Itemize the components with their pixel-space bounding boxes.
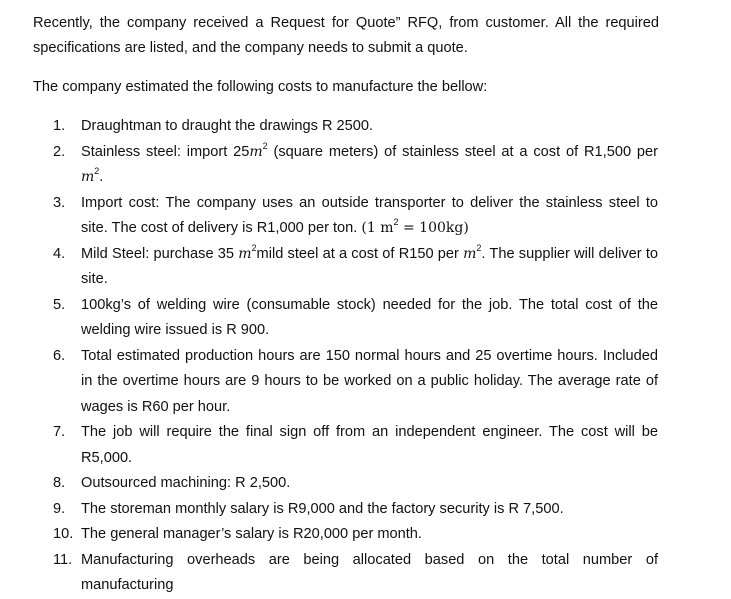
list-item [0, 242, 658, 293]
list-item [0, 548, 658, 599]
superscript: 2 [94, 166, 100, 177]
list-number: 8. [53, 475, 66, 491]
list-item [0, 191, 658, 242]
list-text: 100kg’s of welding wire (consumable stock) needed for the job. The total cost of the welding wire issued is R 900. [81, 296, 658, 338]
math-formula: (1 m [361, 220, 394, 236]
math-formula: = 100kg) [398, 220, 469, 236]
superscript: 2 [262, 140, 268, 151]
list-number: 6. [53, 347, 66, 364]
list-number: 2. [53, 143, 66, 160]
superscript: 2 [251, 242, 257, 253]
list-number: 5. [53, 296, 66, 313]
math-symbol: m [238, 245, 252, 262]
list-item [0, 114, 658, 140]
list-number: 3. [53, 194, 66, 211]
list-text: . The supplier will deliver to site. [81, 245, 659, 287]
list-item [0, 471, 658, 497]
list-text: Manufacturing overheads are being allocated based on the total number of manufacturing [81, 551, 658, 593]
list-item [0, 522, 658, 548]
list-text: The storeman monthly salary is R9,000 and the factory security is R 7,500. [81, 500, 564, 517]
list-text: (square meters) of stainless steel at a cost of R1,500 per [267, 143, 658, 160]
superscript: 2 [476, 242, 482, 253]
list-text: Import cost: The company uses an outside transporter to deliver the stainless steel to site. The cost of delivery is R1,000 per ton. [81, 194, 658, 236]
list-text: Outsourced machining: R 2,500. [81, 475, 291, 491]
list-text: The general manager’s salary is R20,000 per month. [81, 526, 422, 542]
cost-list [0, 114, 731, 599]
list-number: 10. [53, 526, 74, 542]
list-text: . [99, 169, 104, 185]
list-number: 9. [53, 500, 66, 517]
list-text: mild steel at a cost of R150 per [256, 245, 464, 262]
list-text: Draughtman to draught the drawings R 2500. [81, 118, 374, 134]
list-text: The job will require the final sign off from an independent engineer. The cost will be R5,000. [81, 424, 658, 466]
list-item [0, 420, 658, 471]
math-symbol: m [463, 245, 477, 262]
intro-paragraph: Recently, the company received a Request for Quote” RFQ, from customer. All the required specifications are listed, and the company needs to submit a quote. [33, 15, 659, 56]
list-item [0, 140, 658, 191]
intro-lead-paragraph: The company estimated the following costs to manufacture the bellow: [33, 79, 488, 95]
list-number: 7. [53, 424, 66, 440]
list-number: 1. [53, 118, 66, 134]
list-number: 11. [53, 551, 73, 568]
list-item [0, 344, 658, 421]
list-text: Stainless steel: import 25 [81, 143, 250, 160]
math-symbol: m [81, 169, 95, 185]
superscript: 2 [393, 217, 399, 228]
list-text: Mild Steel: purchase 35 [81, 245, 239, 262]
list-item [0, 497, 658, 523]
list-number: 4. [53, 245, 66, 262]
math-symbol: m [249, 143, 263, 160]
list-text: Total estimated production hours are 150 normal hours and 25 overtime hours. Included in the overtime hours are 9 hours to be worked on a public holiday. The average rate of wages is R60 per hour. [81, 347, 658, 415]
list-item [0, 293, 658, 344]
